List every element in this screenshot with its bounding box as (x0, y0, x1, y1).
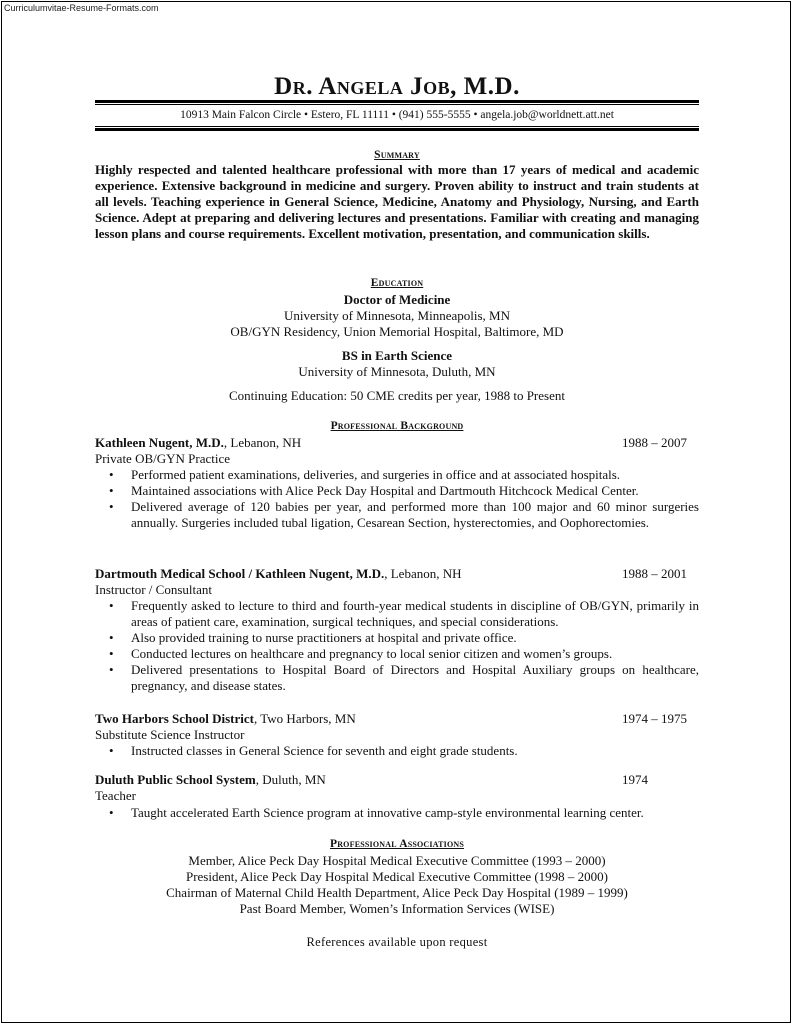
candidate-name: Dr. Angela Job, M.D. (274, 73, 520, 100)
job-employer: Duluth Public School System (95, 772, 256, 787)
association-item: Past Board Member, Women’s Information Services (WISE) (239, 901, 555, 916)
school-minneapolis: University of Minnesota, Minneapolis, MN (283, 308, 511, 323)
job-duties (95, 805, 699, 821)
list-item: • Taught accelerated Earth Science program at innovative camp-style environmental learning center. (95, 805, 699, 821)
job-employer: Two Harbors School District (95, 711, 254, 726)
job-dates: 1974 (622, 772, 648, 787)
continuing-education: Continuing Education: 50 CME credits per year, 1988 to Present (229, 388, 565, 403)
job-header (95, 435, 699, 451)
job-title: Substitute Science Instructor (95, 727, 245, 742)
list-item: • Conducted lectures on healthcare and pregnancy to local senior citizen and women’s groups. (95, 646, 699, 662)
job-dates: 1974 – 1975 (622, 711, 687, 726)
summary-heading: Summary (374, 149, 420, 161)
job-dates: 1988 – 2001 (622, 566, 687, 581)
source-site-label: Curriculumvitae-Resume-Formats.com (4, 3, 159, 13)
list-item: • Instructed classes in General Science for seventh and eight grade students. (95, 743, 699, 759)
list-item: • Delivered average of 120 babies per year, and performed more than 100 major and 60 minor surgeries annually. Surgeries included tubal ligation, Cesarean Section, hysterectomies, and Oophorectomies. (95, 499, 699, 531)
job-location: , Duluth, MN (255, 772, 326, 787)
summary-text: Highly respected and talented healthcare professional with more than 17 years of medical and academic experience. Extensive background in medicine and surgery. Proven ability to instruct and train students at all levels. Teaching experience in General Science, Medicine, Anatomy and Physiology, Nursing, and Earth Science. Adept at preparing and delivering lectures and presentations. Familiar with creating and managing lesson plans and course requirements. Excellent motivation, presentation, and communication skills. (95, 162, 699, 241)
associations-heading: Professional Associations (329, 838, 464, 850)
job-employer: Kathleen Nugent, M.D. (95, 435, 224, 450)
association-item: Chairman of Maternal Child Health Department, Alice Peck Day Hospital (1989 – 1999) (166, 885, 628, 900)
list-item: • Frequently asked to lecture to third and fourth-year medical students in discipline of OB/GYN, primarily in areas of patient care, examination, surgical techniques, and special considerations. (95, 598, 699, 630)
list-item: • Performed patient examinations, deliveries, and surgeries in office and at associated hospitals. (95, 467, 699, 483)
job-header (95, 566, 699, 582)
job-title: Teacher (95, 788, 136, 803)
job-location: , Two Harbors, MN (254, 711, 356, 726)
references-note: References available upon request (306, 935, 488, 949)
residency: OB/GYN Residency, Union Memorial Hospital, Baltimore, MD (230, 324, 564, 339)
job-duties (95, 598, 699, 694)
job-location: , Lebanon, NH (384, 566, 462, 581)
job-header (95, 772, 699, 788)
education-heading: Education (370, 277, 424, 289)
header-rule-top (95, 100, 699, 103)
header-rule-bottom-thin (95, 126, 699, 127)
job-title: Instructor / Consultant (95, 582, 212, 597)
school-duluth: University of Minnesota, Duluth, MN (298, 364, 496, 379)
header-rule-bottom (95, 128, 699, 131)
header-rule-top-thin (95, 104, 699, 105)
job-title: Private OB/GYN Practice (95, 451, 231, 466)
list-item: • Delivered presentations to Hospital Board of Directors and Hospital Auxiliary groups on healthcare, pregnancy, and disease states. (95, 662, 699, 694)
job-duties (95, 467, 699, 531)
contact-line: 10913 Main Falcon Circle • Estero, FL 11111 • (941) 555-5555 • angela.job@worldnett.att.net (180, 109, 614, 121)
list-item: • Also provided training to nurse practitioners at hospital and private office. (95, 630, 699, 646)
job-employer: Dartmouth Medical School / Kathleen Nugent, M.D. (95, 566, 385, 581)
association-item: President, Alice Peck Day Hospital Medical Executive Committee (1998 – 2000) (185, 869, 609, 884)
job-header (95, 711, 699, 727)
degree-earth-science: BS in Earth Science (341, 348, 453, 363)
list-item: • Maintained associations with Alice Peck Day Hospital and Dartmouth Hitchcock Medical Center. (95, 483, 699, 499)
job-dates: 1988 – 2007 (622, 435, 687, 450)
background-heading: Professional Background (330, 420, 464, 432)
job-location: , Lebanon, NH (223, 435, 302, 450)
association-item: Member, Alice Peck Day Hospital Medical Executive Committee (1993 – 2000) (188, 853, 606, 868)
job-duties (95, 743, 699, 759)
degree-medicine: Doctor of Medicine (343, 292, 451, 307)
